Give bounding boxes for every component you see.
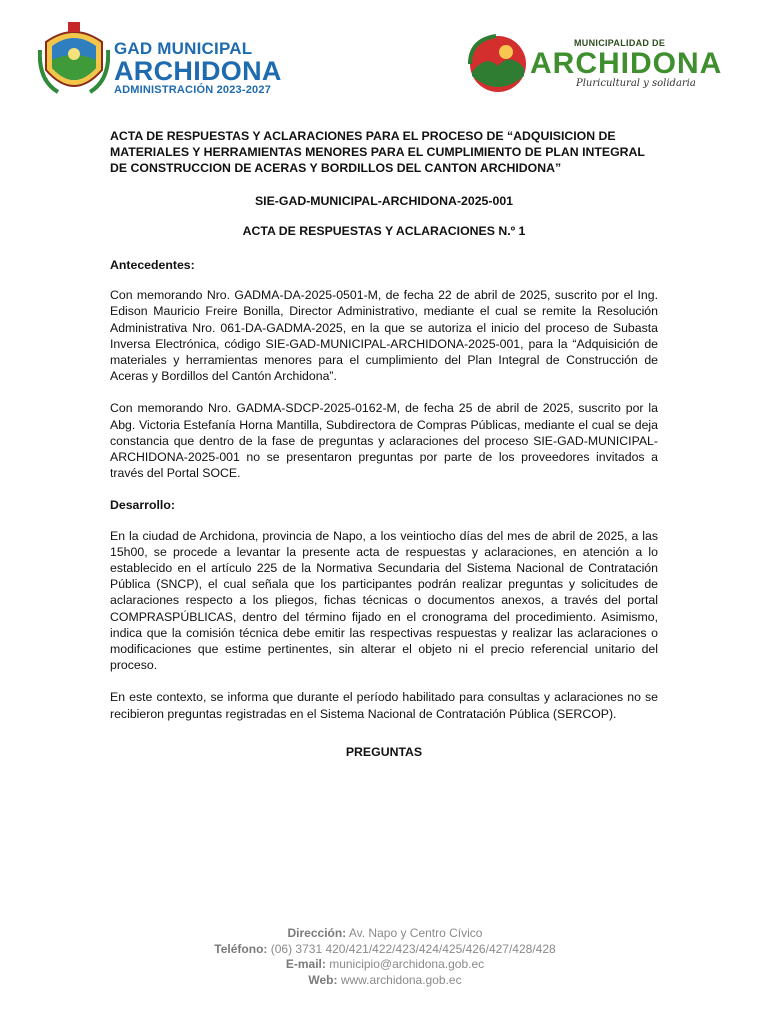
- desarrollo-heading: Desarrollo:: [110, 498, 175, 513]
- administracion-label: ADMINISTRACIÓN 2023-2027: [114, 84, 272, 96]
- gad-municipal-logo: [38, 20, 282, 100]
- document-body: [110, 128, 658, 772]
- telefono-label: Teléfono:: [214, 941, 268, 956]
- web-value[interactable]: www.archidona.gob.ec: [340, 972, 462, 987]
- telefono-value: (06) 3731 420/421/422/423/424/425/426/427/428/428: [270, 941, 556, 956]
- acta-number: ACTA DE RESPUESTAS Y ACLARACIONES N.º 1: [242, 223, 526, 238]
- web-label: Web:: [308, 972, 338, 987]
- gad-municipal-label: GAD MUNICIPAL: [114, 39, 253, 58]
- document-title: ACTA DE RESPUESTAS Y ACLARACIONES PARA EL PROCESO DE “ADQUISICION DE MATERIALES Y HERRAMIENTAS MENORES PARA EL CUMPLIMIENTO DE PLAN INTEGRAL DE CONSTRUCCION DE ACERAS Y BORDILLOS DEL CANTON ARCHIDONA”: [110, 129, 645, 176]
- municipal-emblem-icon: [466, 32, 530, 96]
- slogan-label: Pluricultural y solidaria: [576, 78, 696, 89]
- coat-of-arms-icon: [38, 20, 110, 100]
- antecedentes-paragraph-1: Con memorando Nro. GADMA-DA-2025-0501-M, de fecha 22 de abril de 2025, suscrito por el Ing. Edison Mauricio Freire Bonilla, Director Administrativo, mediante el cual se remite la Resolución Administrativa Nro. 061-DA-GADMA-2025, en la que se autoriza el inicio del proceso de Subasta Inversa Electrónica, código SIE-GAD-MUNICIPAL-ARCHIDONA-2025-001, para la “Adquisición de materiales y herramientas menores para el cumplimiento del Plan Integral de Construcción de Aceras y Bordillos del Cantón Archidona”.: [110, 288, 658, 384]
- email-label: E-mail:: [285, 957, 326, 971]
- desarrollo-paragraph-1: En la ciudad de Archidona, provincia de Napo, a los veintiocho días del mes de abril de 2025, a las 15h00, se procede a levantar la presente acta de respuestas y aclaraciones, en atención a lo establecido en el artículo 225 de la Normativa Secundaria del Sistema Nacional de Contratación Pública (SNCP), el cual señala que los participantes podrán realizar preguntas y solicitudes de aclaraciones respecto a los pliegos, fichas técnicas o documentos anexos, a través del portal COMPRASPÚBLICAS, dentro del término fijado en el cronograma del procedimiento. Asimismo, indica que la comisión técnica debe emitir las respectivas respuestas y realizar las aclaraciones o modificaciones que estime pertinentes, sin alterar el objeto ni el precio referencial unitario del proceso.: [110, 528, 658, 673]
- footer-address: [150, 926, 620, 942]
- footer-contact: [150, 926, 620, 988]
- desarrollo-paragraph-2: En este contexto, se informa que durante el período habilitado para consultas y aclaraciones no se recibieron preguntas registradas en el Sistema Nacional de Contratación Pública (SERCOP).: [110, 690, 658, 721]
- direccion-value: Av. Napo y Centro Cívico: [348, 926, 483, 940]
- direccion-label: Dirección:: [287, 926, 347, 940]
- antecedentes-paragraph-2: Con memorando Nro. GADMA-SDCP-2025-0162-M, de fecha 25 de abril de 2025, suscrito por la Abg. Victoria Estefanía Horna Mantilla, Subdirectora de Compras Públicas, mediante el cual se deja constancia que dentro de la fase de preguntas y aclaraciones del proceso SIE-GAD-MUNICIPAL-ARCHIDONA-2025-001 no se presentaron preguntas por parte de los proveedores invitados a través del Portal SOCE.: [110, 401, 658, 481]
- email-value[interactable]: municipio@archidona.gob.ec: [329, 957, 485, 971]
- process-code: SIE-GAD-MUNICIPAL-ARCHIDONA-2025-001: [254, 193, 514, 208]
- municipalidad-de-label: MUNICIPALIDAD DE: [574, 38, 666, 48]
- footer-phone: [150, 942, 620, 958]
- archidona-label: ARCHIDONA: [114, 56, 282, 86]
- antecedentes-heading: Antecedentes:: [110, 258, 195, 273]
- footer-email: [150, 957, 620, 973]
- archidona-wordmark: ARCHIDONA: [530, 47, 723, 80]
- municipalidad-logo: [466, 28, 726, 100]
- preguntas-heading: PREGUNTAS: [345, 744, 423, 759]
- footer-web: [150, 973, 620, 989]
